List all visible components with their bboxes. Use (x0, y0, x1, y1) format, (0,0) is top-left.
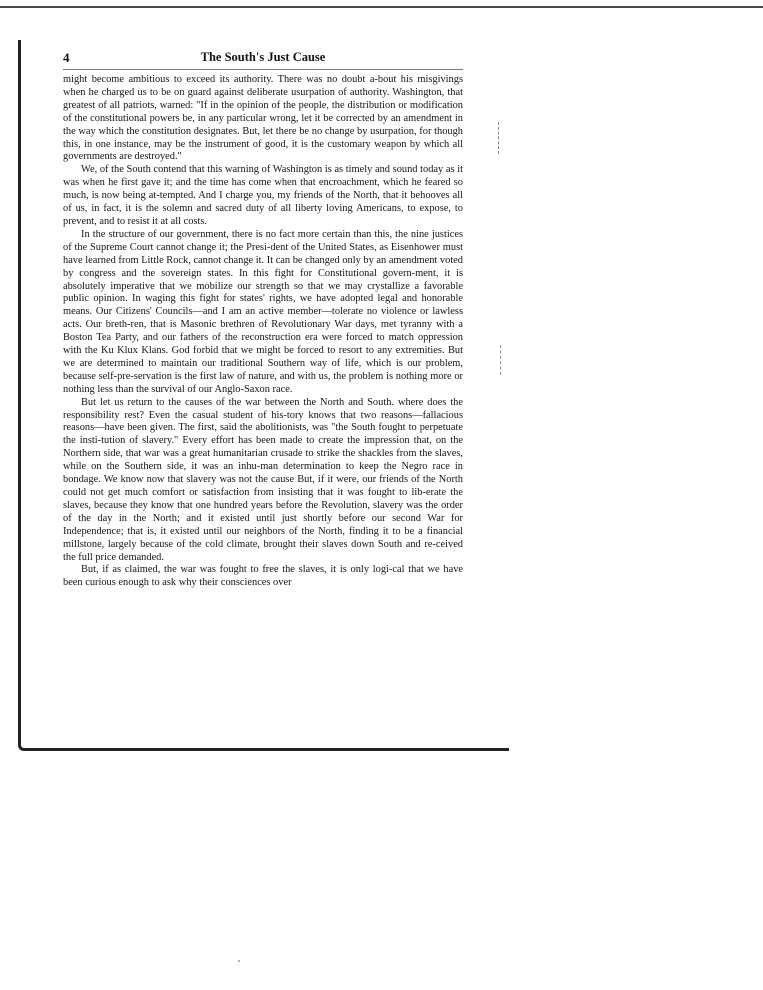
paragraph: We, of the South contend that this warning of Washington is as timely and sound today as it was when he first gave it; and the time has come when that encroachment, which he feared so much, is now being at-tempted. And I charge you, my friends of the North, that it behooves all of us, in fact, it is the solemn and sacred duty of all liberty loving Americans, to expose, to prevent, and to resist it at all costs. (63, 164, 463, 227)
scan-speck (238, 960, 240, 962)
paragraph: In the structure of our government, there is no fact more certain than this, the nine justices of the Supreme Court cannot change it; the Presi-dent of the United States, as Eisenhower must have learned from Little Rock, cannot change it. It can be changed only by an amendment voted by congress and the sovereign states. In this fight for Constitutional govern-ment, it is absolutely imperative that we mobilize our strength so that we may crystallize a favorable public opinion. In waging this fight for states' rights, we have adopted legal and honorable means. Our Citizens' Councils—and I am an active member—tolerate no violence or lawless acts. Our breth-ren, that is Masonic brethren of Revolutionary War days, met tyranny with a Boston Tea Party, and our fathers of the reconstruction era were forced to match oppression with the Ku Klux Klans. God forbid that we might be forced to resort to any extremities. But we are determined to maintain our traditional Southern way of life, which is our problem, because self-pre-servation is the first law of nature, and with us, the problem is nothing more or nothing less than the survival of our Anglo-Saxon race. (63, 228, 463, 395)
margin-mark (500, 345, 501, 375)
scan-top-edge (0, 6, 763, 8)
header-rule (63, 69, 463, 70)
paragraph: But let us return to the causes of the war between the North and South. where does the responsibility rest? Even the casual student of his-tory knows that two reasons—fallacious reasons—have been given. The first, said the abolitionists, was "the South fought to perpetuate the insti-tution of slavery." Every effort has been made to create the impression that, on the Northern side, that war was a great humanitarian crusade to strike the shackles from the slaves, while on the Southern side, it was an inhu-man determination to keep the Negro race in bondage. We know now that slavery was not the cause But, if it were, our friends of the North could not get much comfort or satisfaction from insisting that it was fought to lib-erate the slaves, because they know that one hundred years before the Revolution, slavery was the order of the day in the North; and it existed until just shortly before our second War for Independence; that is, it existed until our neighbors of the North, finding it to be a financial millstone, largely because of the cold climate, brought their slaves down South and re-ceived the full price demanded. (63, 396, 463, 563)
paragraph: might become ambitious to exceed its authority. There was no doubt a-bout his misgivings when he charged us to be on guard against deliberate usurpation of authority. Washington, that greatest of all patriots, warned: "If in the opinion of the people, the distribution or modification of the constitutional powers be, in any particular wrong, let it be corrected by an amendment in the way which the constitution designates. But, let there be no change by usurpation, for though this, in one instance, may be the instrument of good, it is the customary weapon by which all governments are destroyed." (63, 74, 463, 163)
page-number: 4 (63, 50, 70, 65)
body-text (63, 74, 463, 590)
running-title: The South's Just Cause (200, 50, 326, 64)
paragraph: But, if as claimed, the war was fought to free the slaves, it is only logi-cal that we have been curious enough to ask why their consciences over (63, 564, 463, 589)
page-header (63, 50, 463, 70)
margin-mark (498, 122, 499, 154)
document-page (18, 40, 509, 751)
